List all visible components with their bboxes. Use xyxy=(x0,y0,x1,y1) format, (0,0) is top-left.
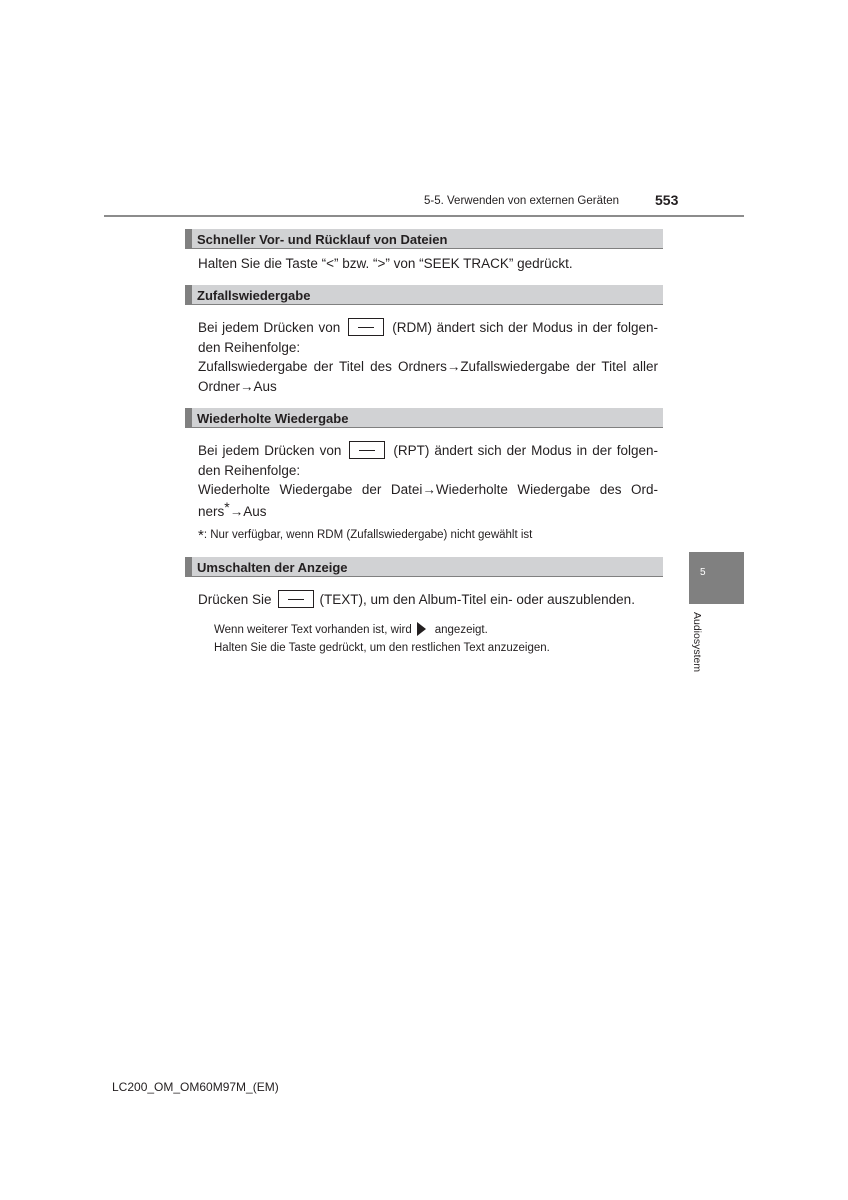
footnote-star: * xyxy=(198,527,204,544)
body-line: Bei jedem Drücken von (RPT) ändert sich der Modus in der folgen- xyxy=(198,443,658,458)
chapter-label: Audiosystem xyxy=(691,612,703,673)
body-line: den Reihenfolge: xyxy=(198,462,301,478)
footnote: *: Nur verfügbar, wenn RDM (Zufallswiedergabe) nicht gewählt ist xyxy=(198,527,533,544)
section-heading-random xyxy=(185,285,663,305)
body-line: Drücken Sie (TEXT), um den Album-Titel ein- oder auszublenden. xyxy=(198,592,635,607)
rpt-button-icon xyxy=(349,441,385,459)
section-title: Zufallswiedergabe xyxy=(197,288,311,303)
footnote-marker: * xyxy=(224,498,230,515)
body-line: Bei jedem Drücken von (RDM) ändert sich der Modus in der folgen- xyxy=(198,320,658,335)
running-header-section: 5-5. Verwenden von externen Geräten xyxy=(424,195,619,207)
section-title: Umschalten der Anzeige xyxy=(197,560,348,575)
chapter-tab xyxy=(689,552,744,604)
hint-line: Halten Sie die Taste gedrückt, um den restlichen Text anzuzeigen. xyxy=(214,642,550,654)
section-heading-repeat xyxy=(185,408,663,428)
body-line: den Reihenfolge: xyxy=(198,339,301,355)
footer-code: LC200_OM_OM60M97M_(EM) xyxy=(112,1080,279,1094)
section-heading-display xyxy=(185,557,663,577)
section-heading-fast-forward xyxy=(185,229,663,249)
section-body-repeat xyxy=(198,441,658,521)
hint-line: Wenn weiterer Text vorhanden ist, wird angezeigt. xyxy=(214,624,488,636)
section-body-random xyxy=(198,318,658,396)
rdm-button-icon xyxy=(348,318,384,336)
section-body-fast-forward xyxy=(198,254,658,274)
section-title: Wiederholte Wiedergabe xyxy=(197,411,349,426)
chapter-number: 5 xyxy=(700,567,706,578)
body-line: Halten Sie die Taste “<” bzw. “>” von “SEEK TRACK” gedrückt. xyxy=(198,256,573,271)
section-body-display xyxy=(198,590,658,610)
header-rule xyxy=(104,215,744,217)
body-line: Zufallswiedergabe der Titel des Ordners→Zufallswiedergabe der Titel aller xyxy=(198,359,658,374)
play-arrow-icon xyxy=(417,622,426,636)
body-line: Ordner→Aus xyxy=(198,378,277,394)
body-line: Wiederholte Wiedergabe der Datei→Wiederholte Wiedergabe des Ord- xyxy=(198,482,658,497)
section-title: Schneller Vor- und Rücklauf von Dateien xyxy=(197,232,448,247)
text-button-icon xyxy=(278,590,314,608)
page-number: 553 xyxy=(655,192,679,208)
body-line: ners*→Aus xyxy=(198,498,267,519)
